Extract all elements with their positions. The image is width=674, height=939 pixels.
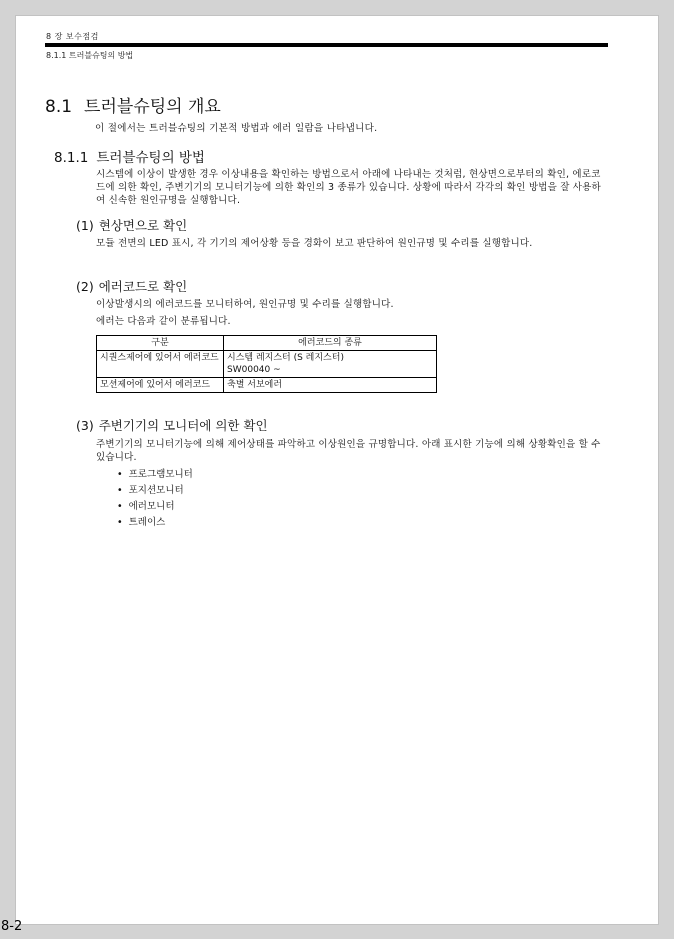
list-item: • 프로그램모니터 [117,467,193,483]
list-item: • 트레이스 [117,515,193,531]
item-2-number: (2) [76,279,94,294]
item-3-title: 주변기기의 모니터에 의한 확인 [98,418,268,433]
table-cell-type-line1: 축별 서보에러 [227,380,283,390]
table-row [97,378,437,393]
item-1-heading [76,216,187,234]
page-number: 8-2 [1,919,23,934]
monitor-function-list [117,467,193,531]
error-code-table [96,335,437,393]
table-header-category: 구분 [97,336,224,351]
list-item: • 포지션모니터 [117,483,193,499]
item-3-heading [76,416,268,434]
list-item: • 에러모니터 [117,499,193,515]
item-3-body: 주변기기의 모니터기능에 의해 제어상태를 파악하고 이상원인을 규명합니다. 아래 표시한 기능에 의해 상황확인을 할 수 있습니다. [96,439,601,463]
running-header-chapter: 8 장 보수점검 [46,32,99,41]
table-cell-category: 시퀀스제어에 있어서 에러코드 [97,351,224,378]
item-2-body: 이상발생시의 에러코드를 모니터하여, 원인규명 및 수리를 실행합니다. [96,299,394,310]
table-cell-type [224,378,437,393]
running-header-section: 8.1.1 트러블슈팅의 방법 [46,51,134,60]
item-2-title: 에러코드로 확인 [98,279,188,294]
section-title: 트러블슈팅의 개요 [84,97,221,117]
item-1-title: 현상면으로 확인 [98,218,188,233]
header-rule [45,43,608,47]
table-cell-type-line1: 시스템 레지스터 (S 레지스터) [227,353,344,363]
table-cell-category: 모션제어에 있어서 에러코드 [97,378,224,393]
item-3-number: (3) [76,418,94,433]
table-cell-type [224,351,437,378]
table-row [97,351,437,378]
item-2-body2: 에러는 다음과 같이 분류됩니다. [96,316,231,327]
item-1-body: 모듈 전면의 LED 표시, 각 기기의 제어상황 등을 경화이 보고 판단하여 원인규명 및 수리를 실행합니다. [96,238,533,249]
document-page [16,16,658,924]
item-2-heading [76,277,187,295]
section-intro: 이 절에서는 트러블슈팅의 기본적 방법과 에러 일람을 나타냅니다. [95,123,378,134]
section-heading [45,92,221,117]
table-cell-type-line2: SW00040 ~ [227,365,281,375]
section-number: 8.1 [45,97,73,117]
table-header-type: 에러코드의 종류 [224,336,437,351]
subsection-title: 트러블슈팅의 방법 [96,150,205,166]
subsection-heading [54,146,205,166]
table-header-row [97,336,437,351]
item-1-number: (1) [76,218,94,233]
subsection-number: 8.1.1 [54,150,89,166]
subsection-body: 시스템에 이상이 발생한 경우 이상내용을 확인하는 방법으로서 아래에 나타내는 것처럼, 현상면으로부터의 확인, 에로코드에 의한 확인, 주변기기의 모니터기능에 의한 확인의 3 종류가 있습니다. 상황에 따라서 각각의 확인 방법을 잘 사용하여 신속한 원인규명을 실행합니다. [96,169,601,206]
